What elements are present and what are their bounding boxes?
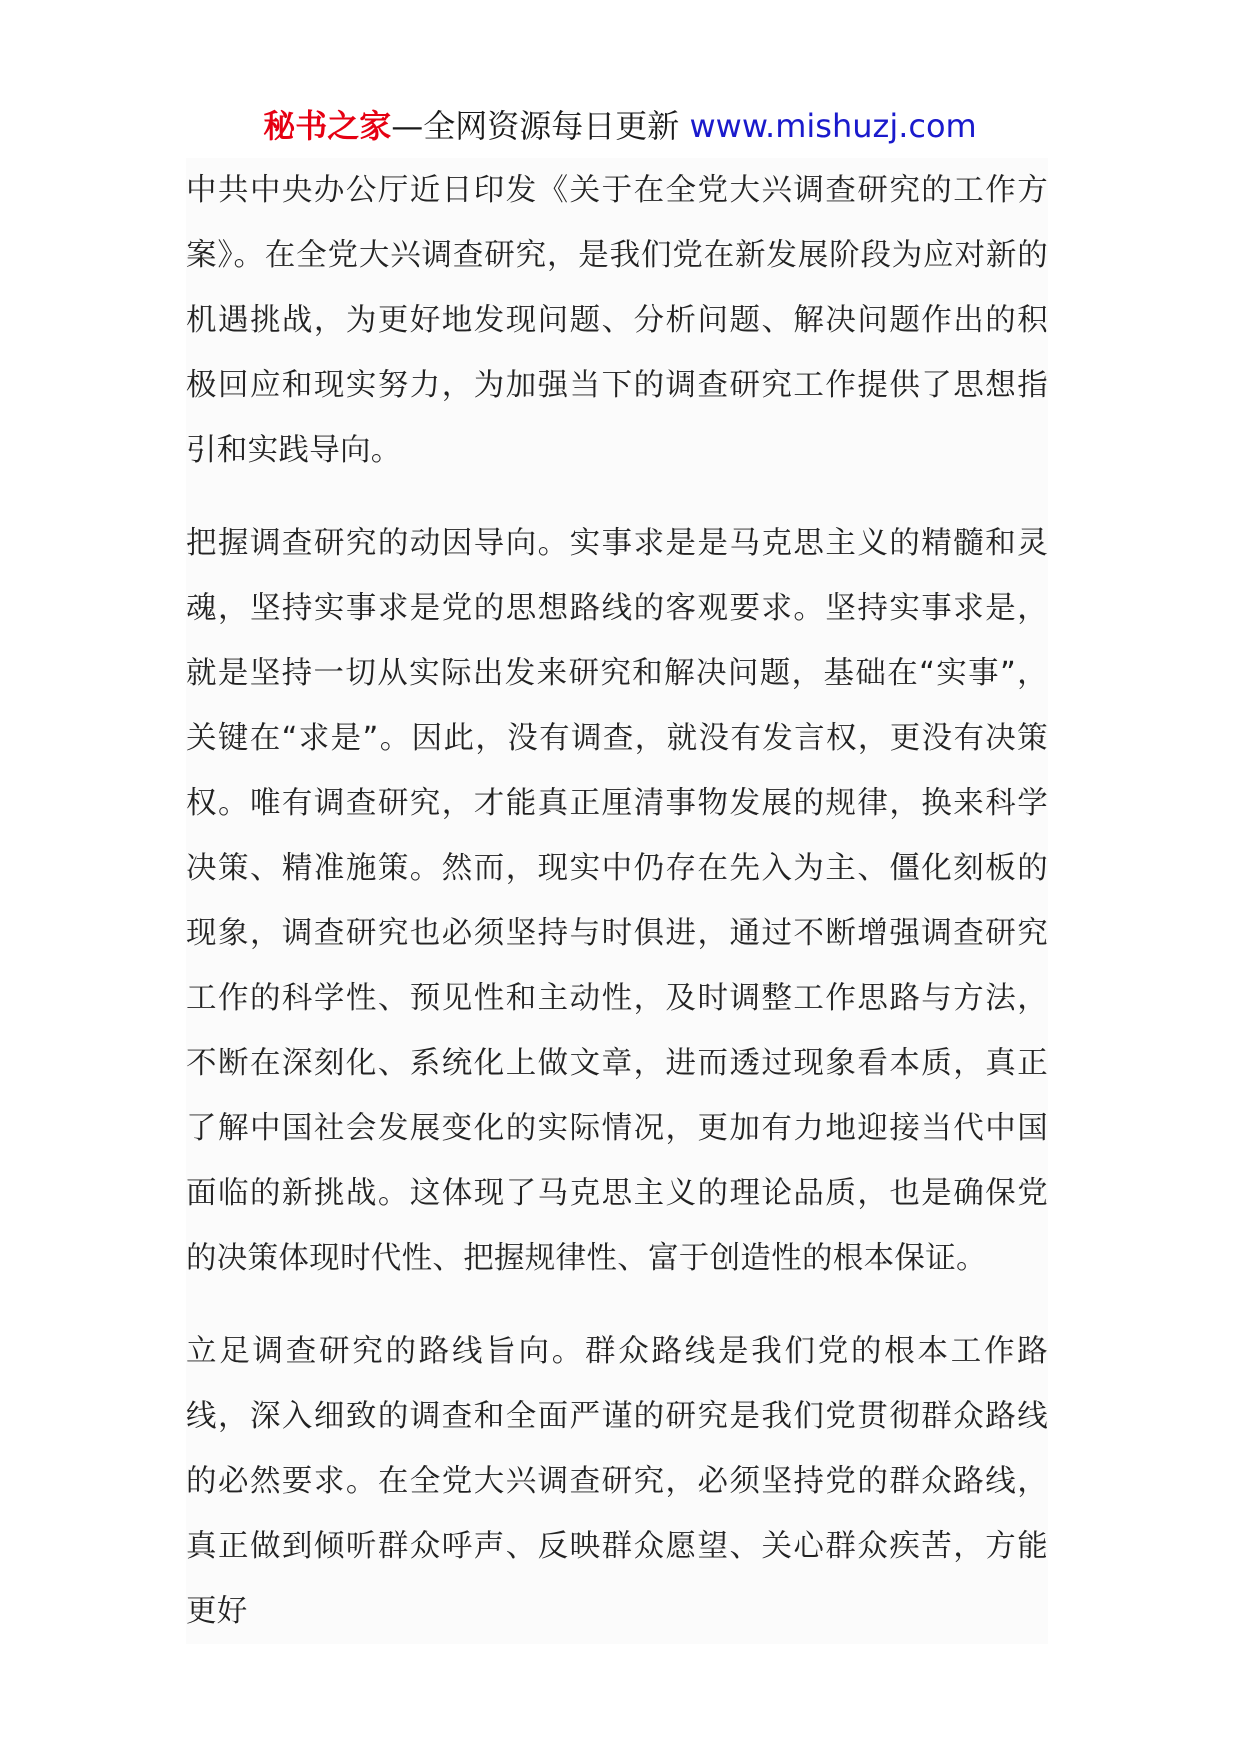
site-url-link[interactable]: www.mishuzj.com (689, 107, 977, 145)
paragraph-motivation: 把握调查研究的动因导向。实事求是是马克思主义的精髓和灵魂，坚持实事求是党的思想路线的客观要求。坚持实事求是，就是坚持一切从实际出发来研究和解决问题，基础在“实事”，关键在“求是”。因此，没有调查，就没有发言权，更没有决策权。唯有调查研究，才能真正厘清事物发展的规律，换来科学决策、精准施策。然而，现实中仍存在先入为主、僵化刻板的现象，调查研究也必须坚持与时俱进，通过不断增强调查研究工作的科学性、预见性和主动性，及时调整工作思路与方法，不断在深刻化、系统化上做文章，进而透过现象看本质，真正了解中国社会发展变化的实际情况，更加有力地迎接当代中国面临的新挑战。这体现了马克思主义的理论品质，也是确保党的决策体现时代性、把握规律性、富于创造性的根本保证。 (186, 526, 1048, 1276)
paragraph-intro: 中共中央办公厅近日印发《关于在全党大兴调查研究的工作方案》。在全党大兴调查研究，是我们党在新发展阶段为应对新的机遇挑战，为更好地发现问题、分析问题、解决问题作出的积极回应和现实努力，为加强当下的调查研究工作提供了思想指引和实践导向。 (186, 173, 1048, 468)
page-header (0, 98, 1240, 154)
header-tagline: —全网资源每日更新 (391, 107, 680, 145)
brand-name: 秘书之家 (263, 107, 392, 145)
document-body (186, 158, 1048, 1644)
paragraph-mass-line: 立足调查研究的路线旨向。群众路线是我们党的根本工作路线，深入细致的调查和全面严谨的研究是我们党贯彻群众路线的必然要求。在全党大兴调查研究，必须坚持党的群众路线，真正做到倾听群众呼声、反映群众愿望、关心群众疾苦，方能更好 (186, 1334, 1048, 1629)
